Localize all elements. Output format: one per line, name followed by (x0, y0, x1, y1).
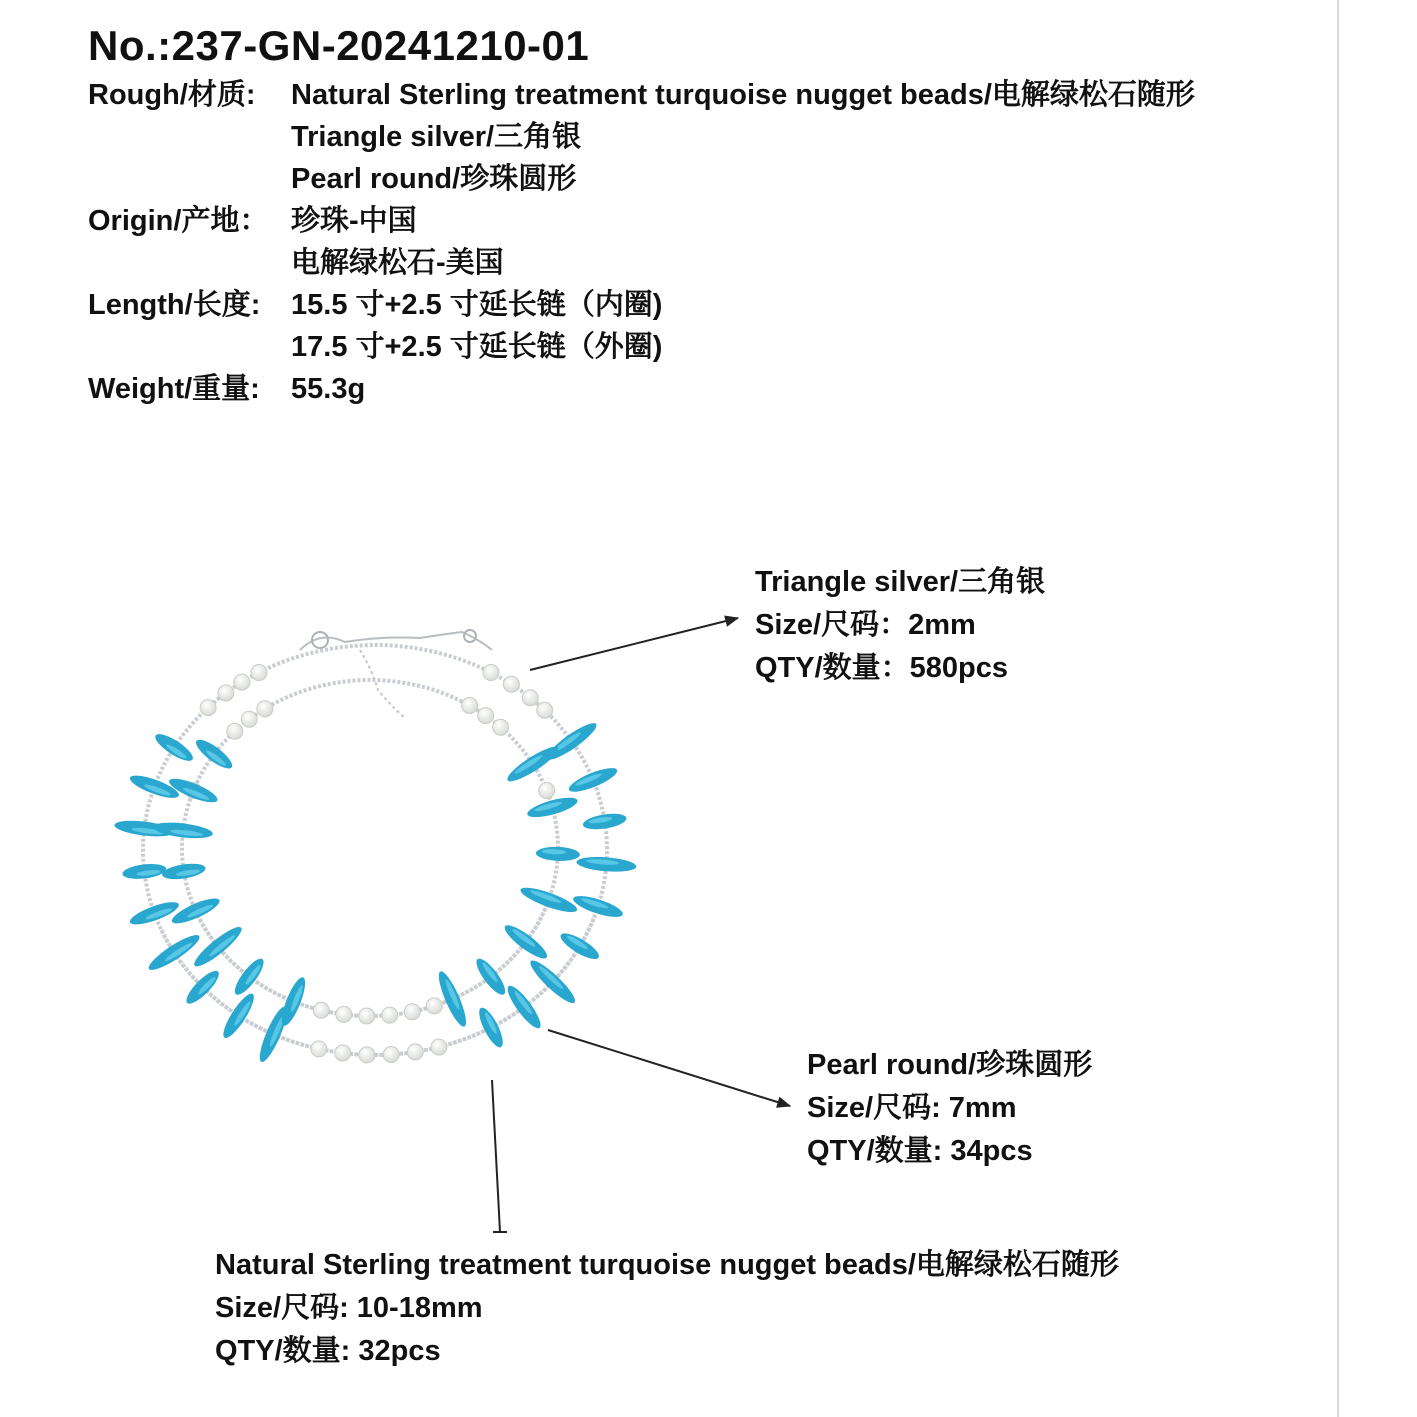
pearl-bead (200, 700, 216, 716)
pearl-bead (257, 701, 273, 717)
length-value: 15.5 寸+2.5 寸延长链（内圈) (291, 289, 663, 321)
pearl-bead (251, 665, 267, 681)
pearl-bead (462, 698, 478, 714)
pearl-bead (493, 719, 509, 735)
pearl-bead (478, 708, 494, 724)
pearl-bead (234, 674, 250, 690)
turquoise-nugget (576, 855, 637, 874)
pearl-bead (241, 711, 257, 727)
pearl-bead (311, 1041, 327, 1057)
silver-qty: QTY/数量：580pcs (755, 652, 1009, 684)
pearl-bead (218, 685, 234, 701)
turquoise-leader-line (492, 1080, 500, 1232)
turquoise-nugget (518, 883, 579, 917)
turquoise-nugget (152, 730, 196, 766)
pearl-size: Size/尺码: 7mm (807, 1092, 1017, 1124)
pearl-bead (404, 1004, 420, 1020)
weight-value: 55.3g (291, 373, 366, 405)
pearl-bead (335, 1045, 351, 1061)
rough-value: Pearl round/珍珠圆形 (291, 163, 577, 195)
turquoise-nugget (128, 898, 182, 929)
turquoise-nugget (525, 794, 579, 821)
pearl-bead (359, 1047, 375, 1063)
rough-value: Natural Sterling treatment turquoise nugget beads/电解绿松石随形 (291, 79, 1195, 111)
pearl-bead (313, 1002, 329, 1018)
origin-label: Origin/产地： (88, 205, 269, 237)
turquoise-nugget (503, 982, 545, 1032)
turquoise-nugget (192, 735, 236, 773)
pearl-leader-arrow (548, 1030, 790, 1106)
turquoise-nugget (566, 764, 619, 797)
turquoise-nugget (501, 921, 551, 963)
turquoise-nugget (472, 955, 510, 999)
length-value: 17.5 寸+2.5 寸延长链（外圈) (291, 331, 663, 363)
origin-value: 电解绿松石-美国 (291, 247, 504, 279)
pearl-bead (359, 1008, 375, 1024)
silver-name: Triangle silver/三角银 (755, 566, 1046, 598)
turquoise-qty: QTY/数量: 32pcs (215, 1335, 441, 1367)
turquoise-nugget (571, 892, 625, 921)
turquoise-nugget (230, 955, 268, 999)
pearl-bead (537, 702, 553, 718)
rough-value: Triangle silver/三角银 (291, 121, 582, 153)
turquoise-nugget (145, 930, 203, 975)
turquoise-nugget (557, 929, 602, 964)
turquoise-nugget (190, 922, 245, 971)
length-label: Length/长度: (88, 289, 261, 321)
turquoise-nugget (122, 862, 167, 881)
pearl-bead (407, 1044, 423, 1060)
silver-callout (755, 561, 1045, 690)
origin-value: 珍珠-中国 (291, 205, 417, 237)
turquoise-size: Size/尺码: 10-18mm (215, 1292, 483, 1324)
pearl-bead (503, 676, 519, 692)
pearl-bead (336, 1006, 352, 1022)
silver-leader-arrow (530, 618, 738, 670)
turquoise-callout (215, 1244, 1119, 1373)
product-number: No.:237-GN-20241210-01 (88, 22, 590, 69)
turquoise-nugget (277, 975, 309, 1028)
rough-label: Rough/材质: (88, 79, 256, 111)
turquoise-beads (114, 718, 637, 1064)
pearl-qty: QTY/数量: 34pcs (807, 1135, 1033, 1167)
pearl-bead (539, 783, 555, 799)
pearl-bead (426, 998, 442, 1014)
turquoise-nugget (536, 846, 581, 862)
pearl-callout (807, 1044, 1092, 1173)
pearl-bead (431, 1039, 447, 1055)
pearl-name: Pearl round/珍珠圆形 (807, 1049, 1093, 1081)
pearl-bead (382, 1007, 398, 1023)
pearl-bead (383, 1047, 399, 1063)
silver-size: Size/尺码：2mm (755, 609, 976, 641)
turquoise-nugget (434, 969, 471, 1030)
turquoise-nugget (219, 990, 259, 1041)
turquoise-nugget (169, 894, 222, 928)
turquoise-nugget (475, 1005, 507, 1051)
turquoise-nugget (504, 742, 562, 786)
turquoise-name: Natural Sterling treatment turquoise nugget beads/电解绿松石随形 (215, 1249, 1119, 1281)
weight-label: Weight/重量: (88, 373, 260, 405)
pearl-bead (227, 723, 243, 739)
pearl-bead (522, 690, 538, 706)
pearl-bead (483, 665, 499, 681)
